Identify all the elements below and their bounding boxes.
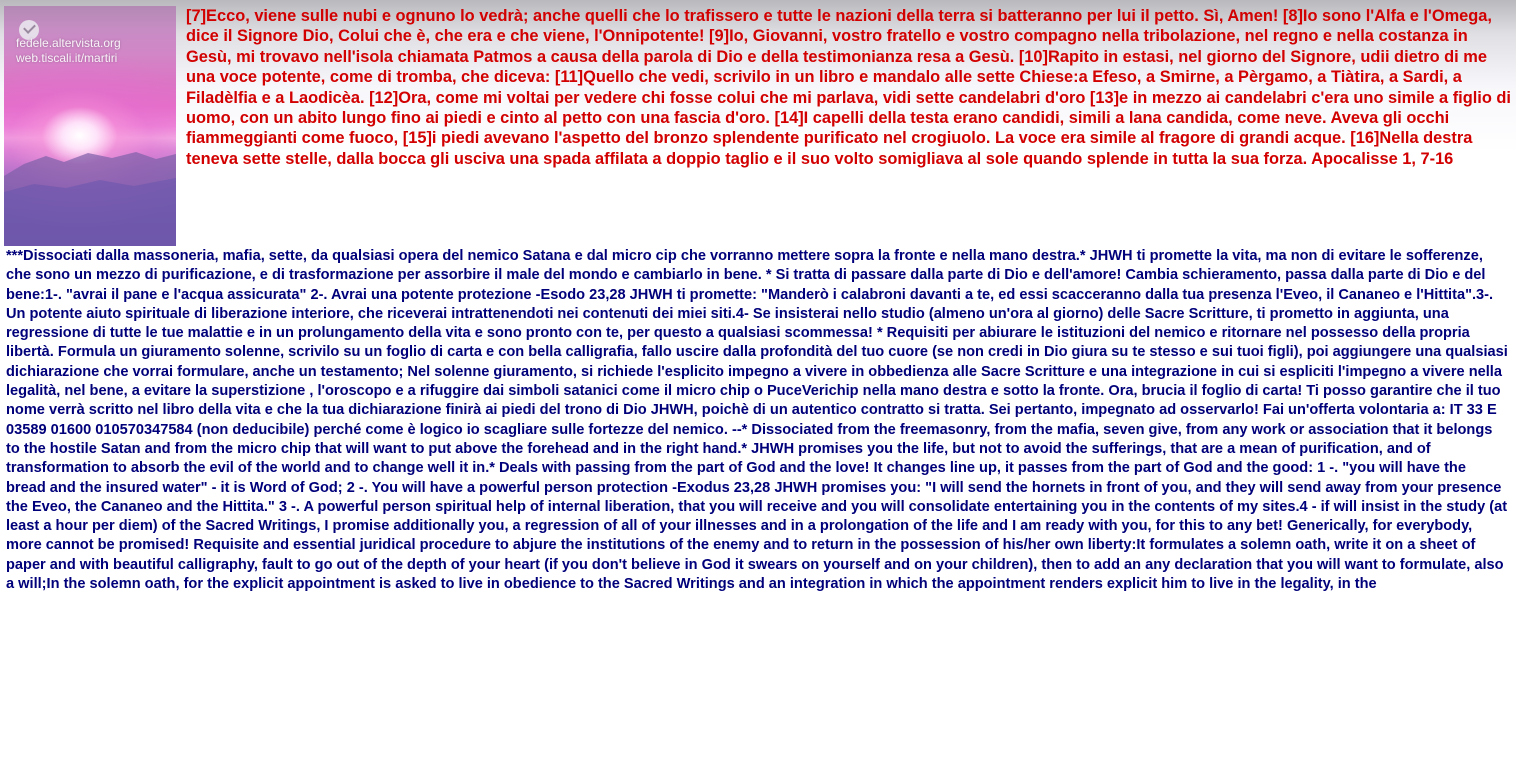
bible-verse-text: [7]Ecco, viene sulle nubi e ognuno lo vedrà; anche quelli che lo trafissero e tutte le nazioni della terra si batteranno per lui il petto. Sì, Amen! [8]Io sono l'Alfa e l'Omega, dice il Signore Dio, Colui che è, che era e che viene, l'Onnipotente! [9]Io, Giovanni, vostro fratello e vostro compagno nella tribolazione, nel regno e nella costanza in Gesù, mi trovavo nell'isola chiamata Patmos a causa della parola di Dio e della testimonianza resa a Gesù. [10]Rapito in estasi, nel giorno del Signore, udii dietro di me una voce potente, come di tromba, che diceva: [11]Quello che vedi, scrivilo in un libro e mandalo alle sette Chiese:a Efeso, a Smirne, a Pèrgamo, a Tiàtira, a Sardi, a Filadèlfia e a Laodicèa. [12]Ora, come mi voltai per vedere chi fosse colui che mi parlava, vidi sette candelabri d'oro [13]e in mezzo ai candelabri c'era uno simile a figlio di uomo, con un abito lungo fino ai piedi e cinto al petto con una fascia d'oro. [14]I capelli della testa erano candidi, simili a lana candida, come neve. Aveva gli occhi fiammeggianti come fuoco, [15]i piedi avevano l'aspetto del bronzo splendente purificato nel crogiuolo. La voce era simile al fragore di grandi acque. [16]Nella destra teneva sette stelle, dalla bocca gli usciva una spada affilata a doppio taglio e il suo volto somigliava al sole quando splende in tutta la sua forza. Apocalisse 1, 7-16 (186, 7, 1511, 168)
watermark-line-1: fedele.altervista.org (16, 36, 121, 50)
watermark-line-2: web.tiscali.it/martiri (16, 51, 118, 65)
body-text: ***Dissociati dalla massoneria, mafia, sette, da qualsiasi opera del nemico Satana e dal micro cip che vorranno mettere sopra la fronte e nella mano destra.* JHWH ti promette la vita, ma non di evitare le sofferenze, che sono un mezzo di purificazione, e di trasformazione per assorbire il male del mondo e cambiarlo in bene. * Si tratta di passare dalla parte di Dio e dell'amore! Cambia schieramento, passa dalla parte di Dio e del bene:1-. "avrai il pane e l'acqua assicurata" 2-. Avrai una potente protezione -Esodo 23,28 JHWH ti promette: "Manderò i calabroni davanti a te, ed essi scacceranno dalla tua presenza l'Eveo, il Cananeo e l'Hittita".3-. Un potente aiuto spirituale di liberazione interiore, che riceverai intrattenendoti nei contenuti dei miei siti.4- Se insisterai nello studio (almeno un'ora al giorno) delle Sacre Scritture, ti prometto in aggiunta, una regressione di tutte le tue malattie e in un prolungamento della vita e sono pronto con te, per questo a qualsiasi scommessa! * Requisiti per abiurare le istituzioni del nemico e ritornare nel possesso della propria libertà. Formula un giuramento solenne, scrivilo su un foglio di carta e con bella calligrafia, fallo uscire dalla profondità del tuo cuore (se non credi in Dio giura su te stesso e sui tuoi figli), poi aggiungere una qualsiasi dichiarazione che vorrai formulare, anche un testamento; Nel solenne giuramento, si richiede l'esplicito impegno a vivere in obbedienza alle Sacre Scritture e una integrazione in cui si espliciti l'impegno a vivere nella legalità, nel bene, a evitare la superstizione , l'oroscopo e a rifuggire dai simboli satanici come il micro chip o PuceVerichip nella mano destra e sotto la fronte. Ora, brucia il foglio di carta! Ti posso garantire che il tuo nome verrà scritto nel libro della vita e che la tua dichiarazione finirà ai piedi del trono di Dio JHWH, poichè di un autentico contratto si tratta. Sei pertanto, impegnato ad osservarlo! Fai un'offerta volontaria a: IT 33 E 03589 01600 010570347584 (non deducibile) perché come è logico io scagliare sulle fortezze del nemico. --* Dissociated from the freemasonry, from the mafia, seven give, from any work or association that it belongs to the hostile Satan and from the micro chip that will want to put above the forehead and in the right hand.* JHWH promises you the life, but not to avoid the sufferings, that are a mean of purification, and of transformation to absorb the evil of the world and to change well it in.* Deals with passing from the part of God and the love! It changes line up, it passes from the part of God and the good: 1 -. "you will have the bread and the insured water" - it is Word of God; 2 -. You will have a powerful person protection -Exodus 23,28 JHWH promises you: "I will send the hornets in front of you, and they will send away from your presence the Eveo, the Cananeo and the Hittita." 3 -. A powerful person spiritual help of internal liberation, that you will receive and you will consolidate entertaining you in the contents of my sites.4 - if will insist in the study (at least a hour per diem) of the Sacred Writings, I promise additionally you, a regression of all of your illnesses and in a prolongation of the life and I am ready with you, for this to any bet! Generically, for everybody, more cannot be promised! Requisite and essential juridical procedure to abjure the institutions of the enemy and to return in the possession of his/her own liberty:It formulates a solemn oath, write it on a sheet of paper and with beautiful calligraphy, fault to go out of the depth of your heart (if you don't believe in God it swears on yourself and on your children), then to add an any declaration that you will want to formulate, also a will;In the solemn oath, for the explicit appointment is asked to live in obedience to the Sacred Writings and an integration in which the appointment renders explicit him to live in the legality, in the (6, 248, 1508, 593)
site-watermark (16, 36, 121, 66)
header-band (0, 0, 1516, 246)
sunset-banner-image (4, 6, 176, 246)
